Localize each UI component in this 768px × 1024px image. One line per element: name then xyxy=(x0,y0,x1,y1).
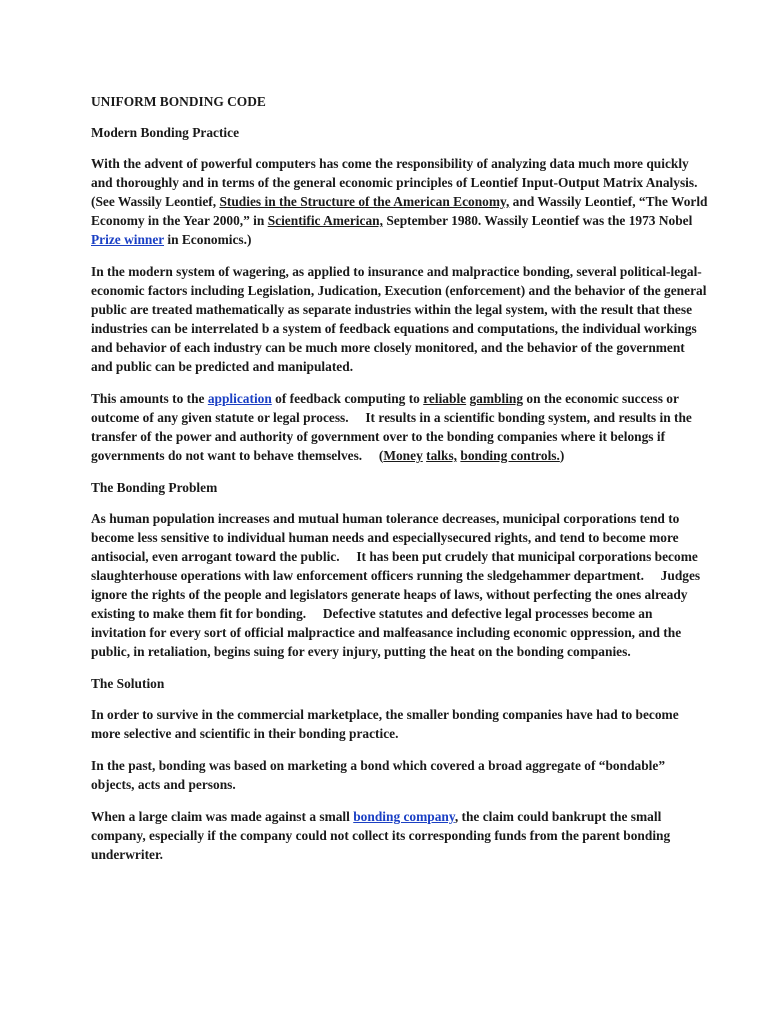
paragraph-leontief xyxy=(91,154,708,249)
underlined-word-talks: talks, xyxy=(426,448,458,463)
text-run: of feedback computing to xyxy=(271,391,424,406)
paragraph-survive-marketplace: In order to survive in the commercial marketplace, the smaller bonding companies have had to become more selective and scientific in their bonding practice. xyxy=(91,707,679,741)
underlined-magazine-title: Scientific American, xyxy=(267,213,383,228)
section-heading-bonding-problem: The Bonding Problem xyxy=(91,480,218,495)
text-run: and Wassily Leontief, “The World Economy in the Year 2000,” in xyxy=(91,194,708,228)
text-run: in Economics.) xyxy=(164,232,252,247)
text-run: ) xyxy=(559,448,565,463)
underlined-book-title: Studies in the Structure of the American Economy, xyxy=(219,194,510,209)
text-run: September 1980. Wassily Leontief was the 1973 Nobel xyxy=(382,213,693,228)
text-run: With the advent of powerful computers has come the responsibility of analyzing data much more quickly and thoroughly and in terms of the general economic principles of Leontief Input-Output Matrix Analysis.(See Wassily Leontief, xyxy=(91,156,698,209)
text-run: This amounts to the xyxy=(91,391,208,406)
paragraph-modern-system: In the modern system of wagering, as applied to insurance and malpractice bonding, several political-legal-economic factors including Legislation, Judication, Execution (enforcement) and the behavior of the general public are treated mathematically as separate industries within the legal system, with the result that these industries can be interrelated b a system of feedback equations and computations, the individual workings and behavior of each industry can be much more closely monitored, and the behavior of the government and public can be predicted and manipulated. xyxy=(91,264,707,374)
prize-winner-link[interactable]: Prize winner xyxy=(91,232,165,247)
document-title: UNIFORM BONDING CODE xyxy=(91,94,266,109)
paragraph-large-claim xyxy=(91,807,708,864)
underlined-word-money: Money xyxy=(383,448,423,463)
bonding-company-link[interactable]: bonding company xyxy=(353,809,455,824)
text-run: When a large claim was made against a small xyxy=(91,809,354,824)
paragraph-feedback-computing xyxy=(91,389,708,465)
application-link[interactable]: application xyxy=(207,391,272,406)
section-heading-modern-bonding-practice: Modern Bonding Practice xyxy=(91,125,240,140)
underlined-word-reliable: reliable xyxy=(423,391,467,406)
text-run: , the claim could bankrupt the small company, especially if the company could not collect its corresponding funds from the parent bonding underwriter. xyxy=(91,809,671,862)
underlined-bonding-controls: bonding controls. xyxy=(460,448,560,463)
text-run: on the economic success or outcome of any given statute or legal process. It results in a scientific bonding system, and results in the transfer of the power and authority of government over to the bonding companies where it belongs if governments do not want to behave themselves. ( xyxy=(91,391,692,463)
paragraph-bonding-problem: As human population increases and mutual human tolerance decreases, municipal corporations tend to become less sensitive to individual human needs and especiallysecured rights, and tend to become more antisocial, even arrogant toward the public. It has been put crudely that municipal corporations become slaughterhouse operations with law enforcement officers running the sledgehammer department. Judges ignore the rights of the people and legislators generate heaps of laws, without perfecting the ones already existing to make them fit for bonding. Defective statutes and defective legal processes become an invitation for every sort of official malpractice and malfeasance including economic oppression, and the public, in retaliation, begins suing for every injury, putting the heat on the bonding companies. xyxy=(91,511,701,659)
underlined-word-gambling: gambling xyxy=(469,391,524,406)
section-heading-solution: The Solution xyxy=(91,676,165,691)
paragraph-past-bonding: In the past, bonding was based on marketing a bond which covered a broad aggregate of “bondable” objects, acts and persons. xyxy=(91,758,666,792)
